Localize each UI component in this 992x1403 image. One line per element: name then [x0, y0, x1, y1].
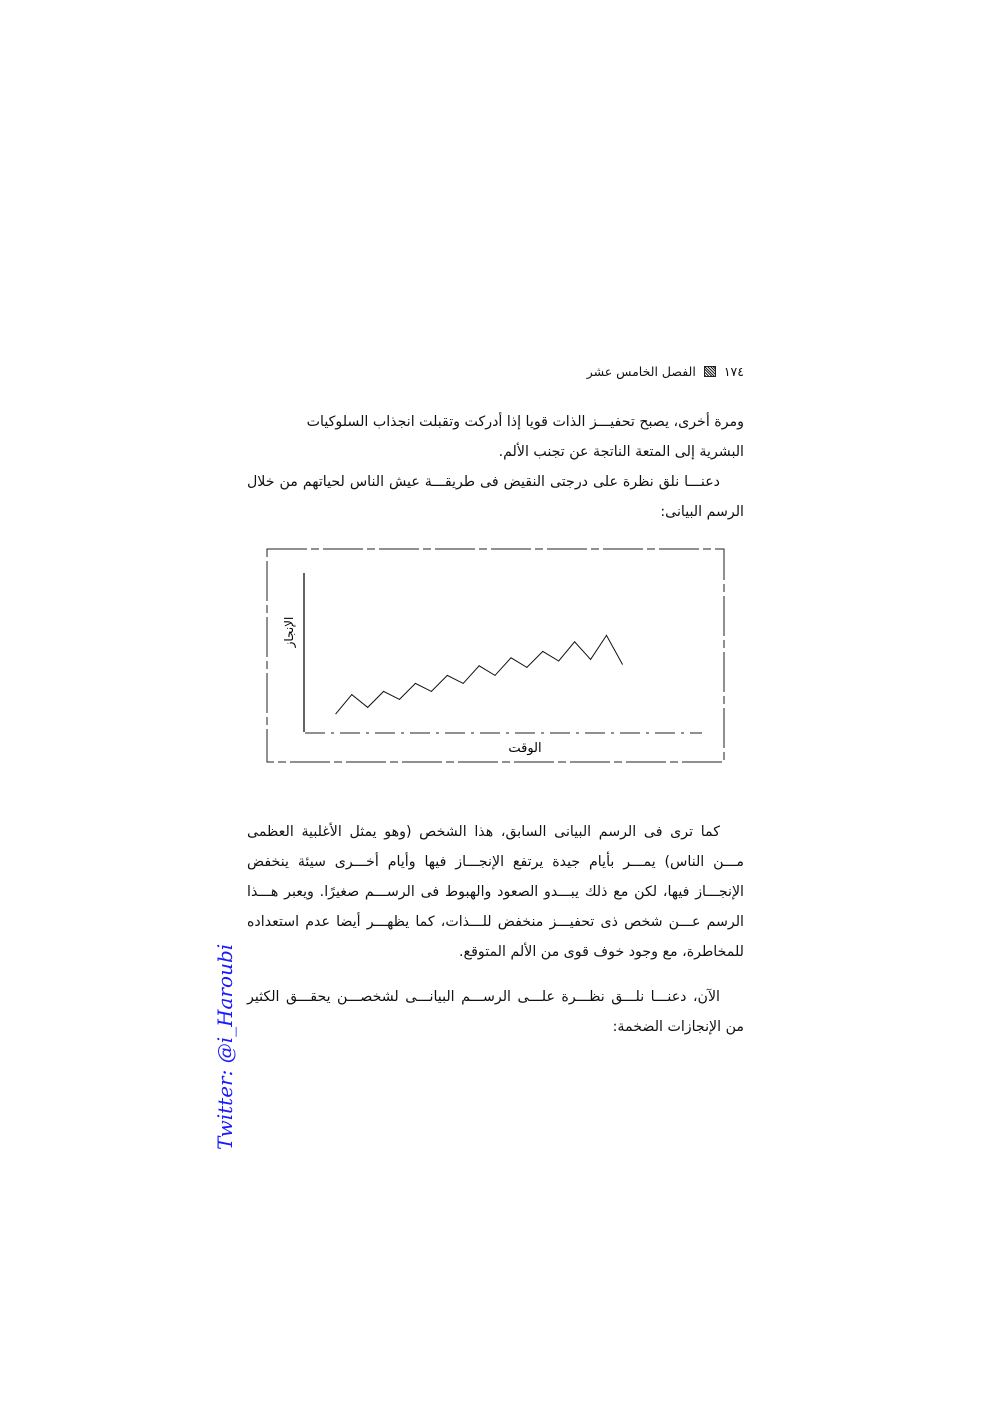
data-point	[415, 683, 416, 684]
data-point	[574, 641, 575, 642]
paragraph-1-line-1: ومرة أخرى، يصبح تحفيـــز الذات قويا إذا أدركت وتقبلت انجذاب السلوكيات	[306, 414, 744, 430]
data-point	[335, 713, 336, 714]
data-point	[383, 691, 384, 692]
data-point	[606, 635, 607, 636]
data-point	[399, 699, 400, 700]
data-point	[463, 683, 464, 684]
watermark: Twitter: @i_Haroubi	[213, 943, 237, 1150]
data-point	[495, 675, 496, 676]
data-point	[590, 659, 591, 660]
ornament-icon	[704, 366, 716, 377]
paragraph-2: دعنـــا نلق نظرة على درجتى النقيض فى طريقـــة عيش الناس لحياتهم من خلال الرسم البيانى:	[247, 474, 744, 520]
x-axis-label: الوقت	[508, 741, 542, 756]
page-number: ١٧٤	[723, 364, 744, 379]
data-point	[351, 694, 352, 695]
line-chart	[262, 544, 732, 769]
page-header	[560, 364, 744, 379]
chart-frame	[267, 549, 724, 762]
data-point	[558, 661, 559, 662]
paragraph-1-line-2: البشرية إلى المتعة الناتجة عن تجنب الألم.	[498, 444, 744, 460]
data-point	[526, 667, 527, 668]
body-text	[247, 817, 744, 1042]
data-point	[447, 675, 448, 676]
data-point	[367, 707, 368, 708]
y-axis-label: الإنجاز	[282, 616, 296, 648]
achievement-line	[336, 635, 623, 713]
data-point	[542, 651, 543, 652]
paragraph-3: كما ترى فى الرسم البيانى السابق، هذا الشخص (وهو يمثل الأغلبية العظمى مـــن الناس) يمـــر بأيام جيدة يرتفع الإنجـــاز فيها وأيام أخـــرى سيئة ينخفض الإنجـــاز فيها، لكن مع ذلك يبـــدو الصعود والهبوط فى الرســـم صغيرًا. ويعبر هـــذا الرسم عـــن شخص ذى تحفيـــز منخفض للـــذات، كما يظهـــر أيضا عدم استعداده للمخاطرة، مع وجود خوف قوى من الألم المتوقع.	[247, 824, 744, 960]
data-point	[510, 657, 511, 658]
data-point	[622, 664, 623, 665]
intro-text	[247, 407, 744, 527]
data-point	[431, 691, 432, 692]
chapter-title: الفصل الخامس عشر	[586, 364, 696, 379]
data-point	[479, 665, 480, 666]
paragraph-4: الآن، دعنـــا نلـــق نظـــرة علـــى الرســـم البيانـــى لشخصـــن يحقـــق الكثير من الإنجازات الضخمة:	[247, 989, 744, 1035]
